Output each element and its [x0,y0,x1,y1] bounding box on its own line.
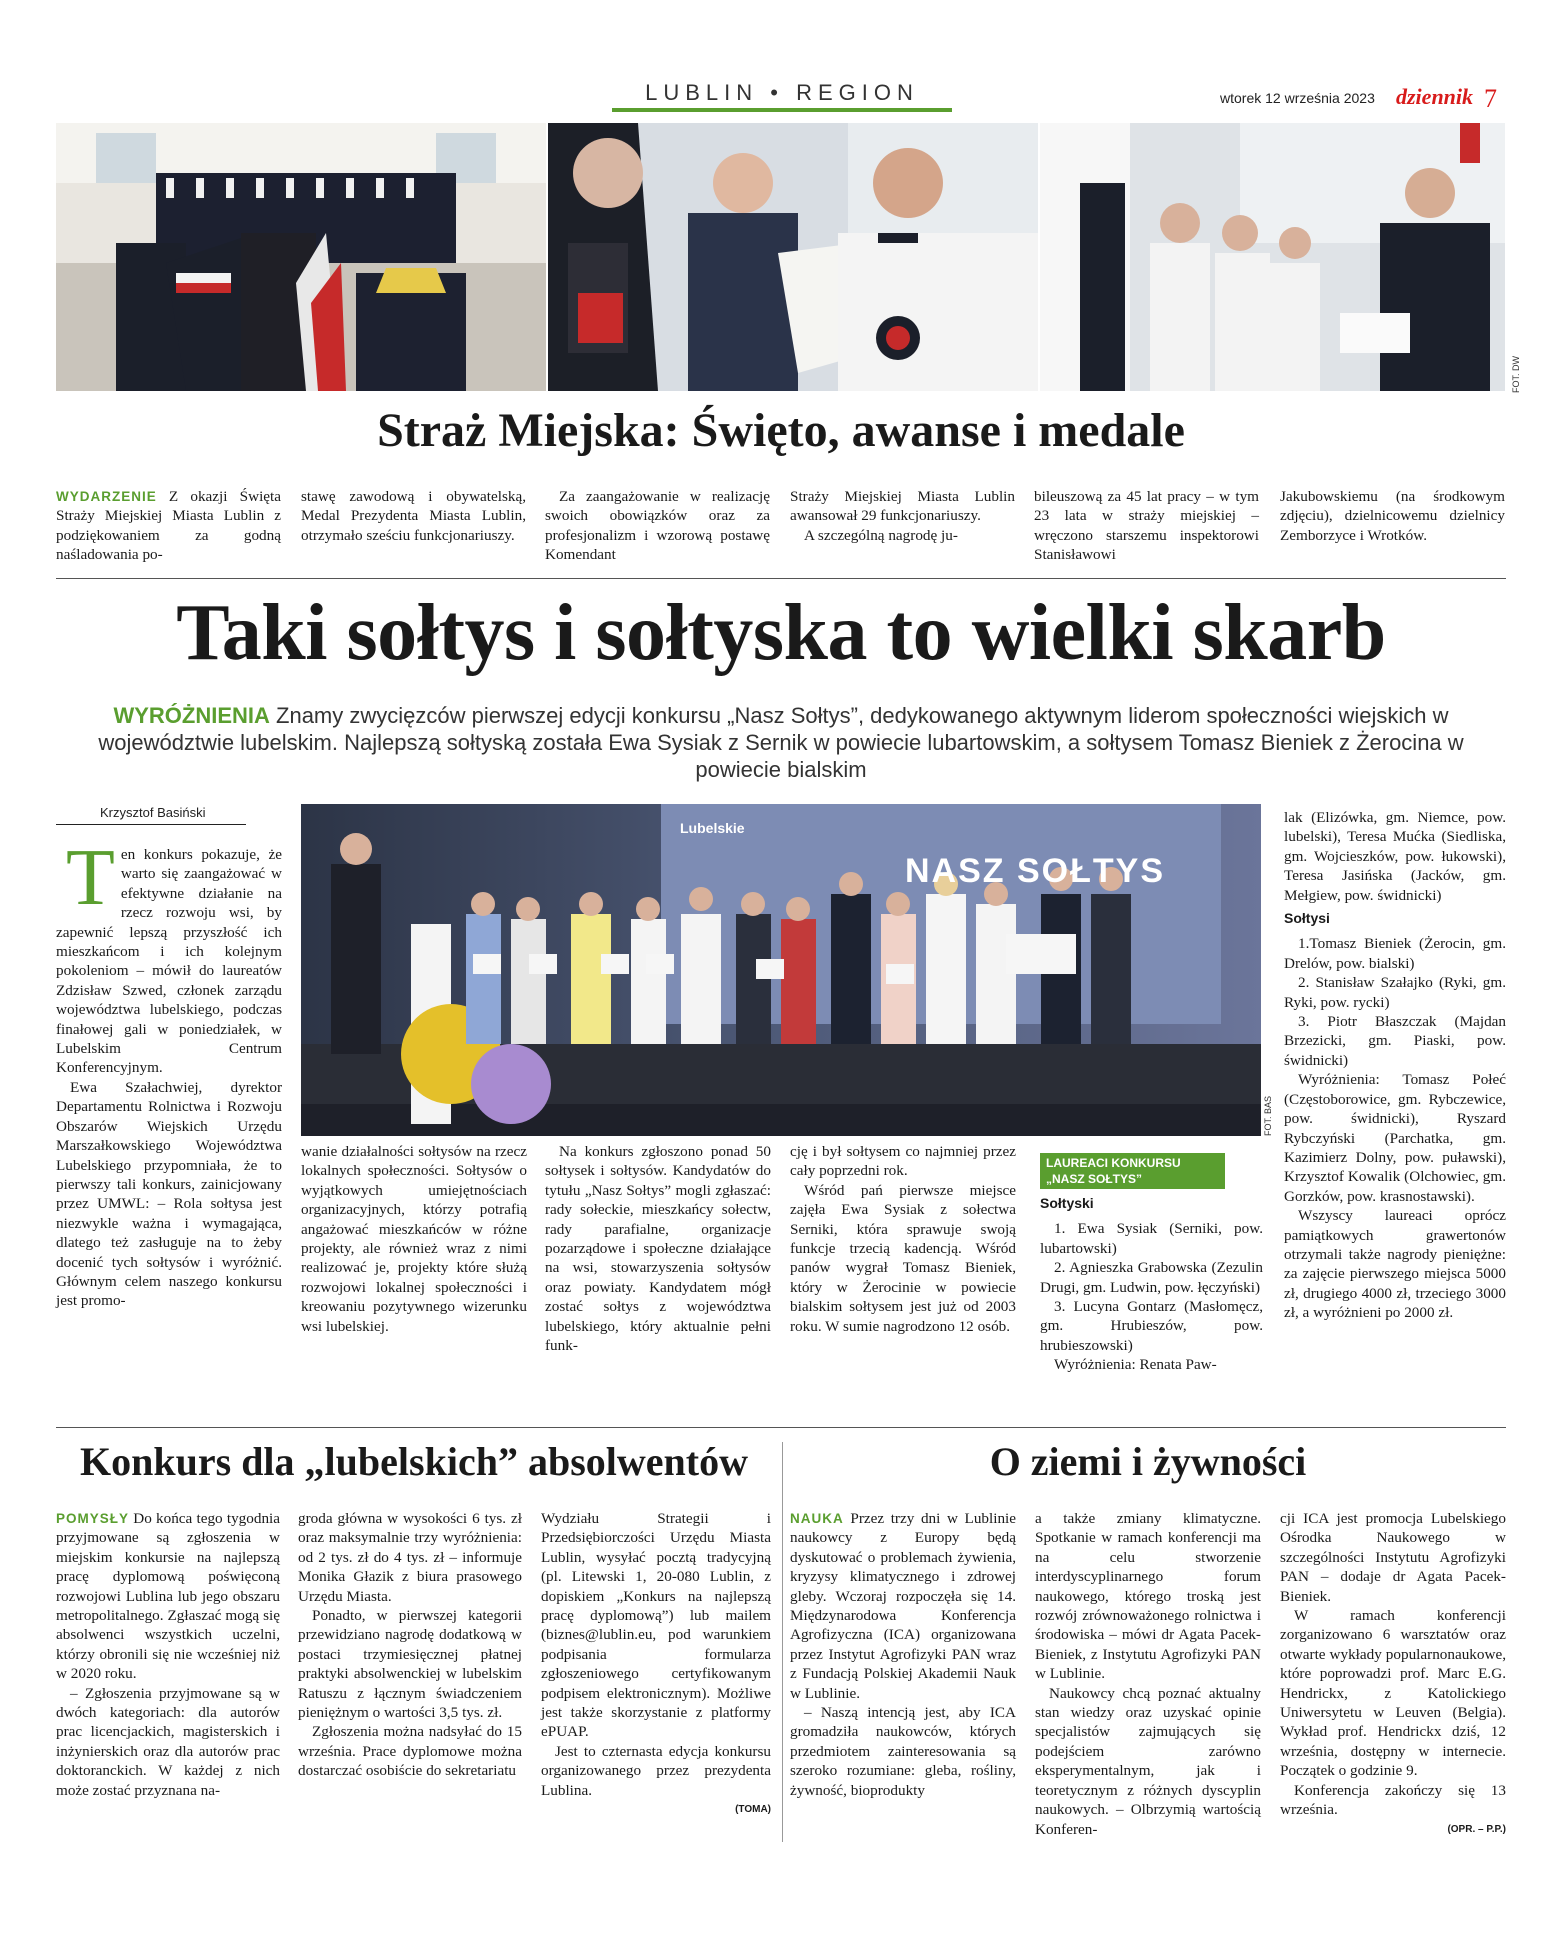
column-separator [782,1442,783,1842]
article1-col6: Jakubowskiemu (na środkowym zdjęciu), dzielnicowemu dzielnicy Zemborzyce i Wrotków. [1280,488,1505,544]
article1-col4: Straży Miejskiej Miasta Lublin awansował 29 funkcjonariuszy. A szczególną nagrodę ju- [790,488,1015,544]
article4-signature: (OPR. – P.P.) [1447,1823,1506,1835]
article2-col3: Na konkurs zgłoszono ponad 50 sołtysek i sołtysów. Kandydatów do tytułu „Nasz Sołtys” mogli zgłaszać: rady sołeckie, mieszkańcy sołectw, rady parafialne, organizacje pozarządowe i społeczne działające na wsi, stowarzyszenia sołtysów oraz powiaty. Kandydatem mógł zostać sołtys z województwa lubelskiego, który aktualnie pełni funk- [545,1143,771,1355]
soltysi-header: Sołtysi [1284,910,1330,927]
photo-ceremony-flag [56,123,546,391]
article4-col2: a także zmiany klimatyczne. Spotkanie w ramach konferencji ma na celu stworzenie interdyscyplinarnego forum naukowego, którego troską jest rozwój zrównoważonego rolnictwa i środowiska – mówi dr Agata Pacek-Bieniek, z Instytutu Agrofizyki PAN w Lublinie. Naukowcy chcą poznać aktualny stan wiedzy oraz uzyskać opinie specjalistów zajmujących się podejściem zarówno eksperymentalnym, jak i teoretycznym z różnych dyscyplin naukowych. – Olbrzymią wartością Konferen- [1035,1510,1261,1838]
article3-kicker: POMYSŁY [56,1511,130,1526]
article3-signature: (TOMA) [735,1804,771,1816]
article4-headline: O ziemi i żywności [989,1439,1307,1484]
article4-kicker: NAUKA [790,1511,844,1526]
brand-logo: dziennik [1396,84,1474,109]
article1-headline: Straż Miejska: Święto, awanse i medale [377,404,1185,457]
stage-screen-title: NASZ SOŁTYS [905,852,1166,890]
article3-col2: groda główna w wysokości 6 tys. zł oraz maksymalnie trzy wyróżnienia: od 2 tys. zł do 4 tys. zł – informuje Monika Głazik z biura prasowego Urzędu Miasta. Ponadto, w pierwszej kategorii przewidziano nagrodę dodatkową w postaci trzymiesięcznej płatnej praktyki absolwenckiej w lubelskim Ratuszu z łącznym świadczeniem pieniężnym o wartości 3,5 tys. zł. Zgłoszenia można nadsyłać do 15 września. Prace dyplomowe można dostarczać osobiście do sekretariatu [298,1510,522,1780]
photo-credit: FOT. DW [1511,356,1521,393]
page-number: 7 [1484,84,1497,113]
article2-col4: cję i był sołtysem co najmniej przez cały poprzedni rok. Wśród pań pierwsze miejsce zajęła Ewa Sysiak z sołectwa Serniki, która sprawuje swoją funkcje trzecią kadencją. Wśród panów wygrał Tomasz Bieniek, który w Żerocinie w powiecie bialskim sołtysem jest już od 2003 roku. W sumie nagrodzono 12 osób. [790,1143,1016,1335]
laureates-right-col: lak (Elizówka, gm. Niemce, pow. lubelski), Teresa Mućka (Siedliska, gm. Wojcieszków, pow. łukowski), Teresa Jasińska (Jacków, gm. Mełgiew, pow. świdnicki) Sołtysi 1.Tomasz Bieniek (Żerocin, gm. Drelów, pow. bialski) 2. Stanisław Szałajko (Ryki, gm. Ryki, pow. rycki) 3. Piotr Błaszczak (Majdan Brzezicki, gm. Piaski, pow. świdnicki) Wyróżnienia: Tomasz Połeć (Częstoborowice, gm. Rybczewice, pow. świdnicki), Ryszard Rybczyński (Parchatka, gm. Kazimierz Dolny, pow. puławski), Krzysztof Kowalik (Olchowiec, gm. Gorzków, pow. krasnostawski). Wszyscy laureaci oprócz pamiątkowych grawertonów otrzymali także nagrody pieniężne: za zajęcie pierwszego miejsca 5000 zł, drugiego 4000 zł, trzeciego 3000 zł, a wyróżnieni po 2000 zł. [1284,809,1506,1322]
article1-col3: Za zaangażowanie w realizację swoich obowiązków oraz za profesjonalizm i wzorową postawę Komendant [545,488,770,564]
article1-col1: WYDARZENIE Z okazji Święta Straży Miejskiej Miasta Lublin z podziękowaniem za godną naśladowania po- [56,488,281,564]
divider [56,578,1506,579]
article2-kicker: WYRÓŻNIENIA [113,703,270,728]
article4-col1: NAUKA Przez trzy dni w Lublinie naukowcy z Europy będą dyskutować o problemach żywienia, kryzysy klimatycznego i zdrowej gleby. Wczoraj rozpoczęła się 14. Międzynarodowa Konferencja Agrofizyczna (ICA) organizowana przez Instytut Agrofizyki PAN wraz z Fundacją Polskiej Akademii Nauk w Lublinie. – Naszą intencją jest, aby ICA gromadziła naukowców, których przedmiotem zainteresowania są szeroko rozumiane: gleba, rośliny, żywność, bioprodukty [790,1510,1017,1799]
article2-headline: Taki sołtys i sołtyska to wielki skarb [176,589,1386,677]
section-underline [612,108,952,112]
soltyski-list: Sołtyski 1. Ewa Sysiak (Serniki, pow. lubartowski) 2. Agnieszka Grabowska (Zezulin Drugi, gm. Ludwin, pow. łęczyński) 3. Lucyna Gontarz (Masłomęcz, gm. Hrubieszów, pow. hrubieszowski) Wyróżnienia: Renata Paw- [1040,1195,1263,1374]
dropcap: T [66,834,115,922]
article2-lead: WYRÓŻNIENIA Znamy zwycięzców pierwszej edycji konkursu „Nasz Sołtys”, dedykowanego aktywnym liderom społeczności wiejskich w województwie lubelskim. Najlepszą sołtyską została Ewa Sysiak z Sernik w powiecie lubartowskim, a sołtysem Tomasz Bieniek z Żerocina w powiecie bialskim [98,703,1464,782]
stage-banner-brand: Lubelskie [680,820,745,836]
byline: Krzysztof Basiński [100,805,206,820]
article4-col3: cji ICA jest promocja Lubelskiego Ośrodka Naukowego w szczególności Instytutu Agrofizyki PAN – dodaje dr Agata Pacek-Bieniek. W ramach konferencji zorganizowano 6 warsztatów oraz otwarte wykłady popularnonaukowe, które poprowadzi prof. Marc E.G. Hendrickx, z Katolickiego Uniwersytetu w Leuven (Belgia). Wykład prof. Hendrickx dziś, 12 września, dostępny w internecie. Początek o godzinie 9. Konferencja zakończy się 13 września. (OPR. – P.P.) [1280,1509,1506,1839]
article1-kicker: WYDARZENIE [56,489,157,504]
byline-rule [56,824,246,825]
issue-date: wtorek 12 września 2023 [1220,90,1375,106]
section-label: LUBLIN • REGION [645,80,919,105]
article3-col3: Wydziału Strategii i Przedsiębiorczości Urzędu Miasta Lublin, wysyłać pocztą tradycyjną (pl. Litewski 1, 20-080 Lublin, z dopiskiem „Konkurs na najlepszą pracę dyplomową”) lub mailem (biznes@lublin.eu, pod warunkiem podpisania formularza zgłoszeniowego certyfikowanym podpisem elektronicznym). Możliwe jest także skorzystanie z platformy ePUAP. Jest to czternasta edycja konkursu organizowanego przez prezydenta Lublina. (TOMA) [541,1509,771,1820]
photo-women-officers [1040,123,1505,391]
article2-col2: wanie działalności sołtysów na rzecz lokalnych społeczności. Sołtysów o wyjątkowych umiejętnościach organizacyjnych, którzy potrafią angażować mieszkańców w różne projekty, ale również wraz z nimi realizować je, projekty które służą rozwojowi lokalnej społeczności i kreowaniu pozytywnego wizerunku wsi lubelskiej. [301,1143,527,1335]
gala-photo-credit: FOT. BAS [1263,1095,1273,1136]
soltyski-header: Sołtyski [1040,1195,1094,1211]
photo-medal-handover [548,123,1038,391]
article1-col2: stawę zawodową i obywatelską, Medal Prezydenta Miasta Lublin, otrzymało sześciu funkcjonariuszy. [301,488,526,544]
article3-headline: Konkurs dla „lubelskich” absolwentów [80,1439,748,1484]
laureates-box-title: LAUREACI KONKURSU „NASZ SOŁTYS” [1040,1153,1225,1189]
article3-col1: POMYSŁY Do końca tego tygodnia przyjmowane są zgłoszenia w miejskim konkursie na najlepszą pracę dyplomową poświęconą rozwojowi Lublina lub jego obszaru metropolitalnego. Zgłaszać mogą się absolwenci wszystkich uczelni, którzy obronili się nie wcześniej niż w 2020 roku. – Zgłoszenia przyjmowane są w dwóch kategoriach: dla autorów prac licencjackich, magisterskich i inżynierskich oraz dla autorów prac doktoranckich. W każdej z nich może zostać przyznana na- [56,1510,281,1799]
article1-col5: bileuszową za 45 lat pracy – w tym 23 lata w straży miejskiej – wręczono starszemu inspektorowi Stanisławowi [1034,488,1259,564]
article2-col1: Ten konkurs pokazuje, że warto się zaangażować w efektywne działanie na rzecz rozwoju wsi, by zapewnić lepszą przyszłość ich mieszkańcom i ich kolejnym pokoleniom – mówił do laureatów Zdzisław Szwed, członek zarządu województwa lubelskiego, podczas finałowej gali w poniedziałek, w Lubelskim Centrum Konferencyjnym. Ewa Szałachwiej, dyrektor Departamentu Rolnictwa i Rozwoju Obszarów Wiejskich Urzędu Marszałkowskiego Województwa Lubelskiego przypomniała, że to pierwszy tali konkurs, zainicjowany przez UMWL: – Rola sołtysa jest niezwykle ważna i wymagająca, dlatego też zasługuje na to żeby docenić tych sołtysów i wyróżnić. Głównym celem naszego konkursu jest promo- [56,834,282,1310]
divider [56,1427,1506,1428]
